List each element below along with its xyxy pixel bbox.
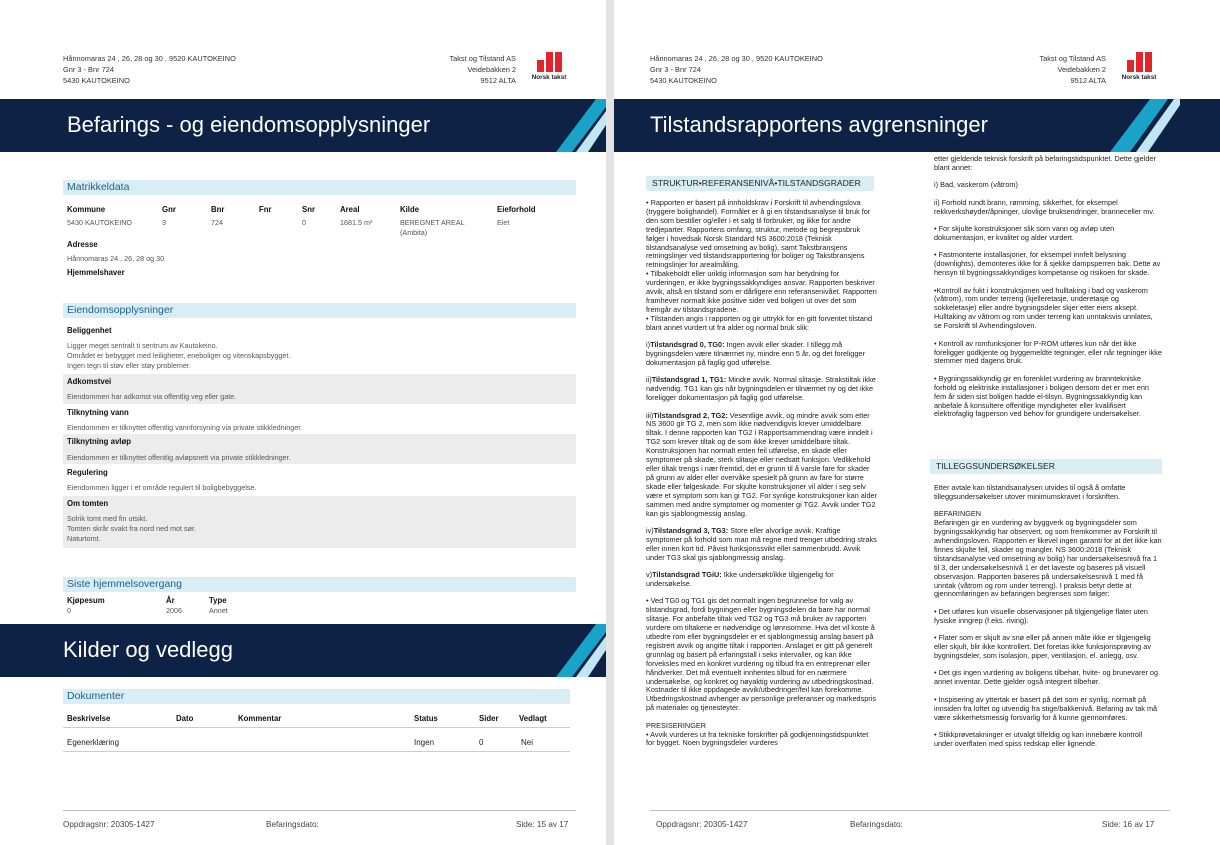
column-header: Eieforhold: [497, 205, 536, 214]
table-divider: [63, 727, 570, 728]
column-header: Status: [414, 714, 438, 723]
text-paragraph: v)Tilstandsgrad TGiU: Ikke undersøkt/ikke tilgjengelig for undersøkelse.: [646, 570, 834, 588]
report-page-15: [0, 0, 606, 845]
column-header: Snr: [302, 205, 315, 214]
text-paragraph: • Flater som er skjult av snø eller på annen måte ikke er tilgjengelig eller skjult, blir ikke kontrollert. Det foretas ikke funksjonsprøving av bygningsdeler, som isolasjon, piper, ventilasjon, el. anlegg, osv.: [934, 633, 1151, 660]
section-heading: STRUKTUR•REFERANSENIVÅ•TILSTANDSGRADER: [646, 176, 874, 191]
report-page-16: [614, 0, 1220, 845]
norsk-takst-logo: [1118, 52, 1160, 84]
text-paragraph: Etter avtale kan tilstandsanalysen utvides til også å omfatte tilleggsundersøkelser utover minimumskravet i forskriften.: [934, 483, 1126, 501]
column-header: Areal: [340, 205, 360, 214]
footer-order-number: Oppdragsnr: 20305-1427: [656, 820, 748, 829]
logo-text: Norsk takst: [1121, 74, 1157, 81]
field-label: Om tomten: [67, 499, 109, 508]
section-banner: [614, 99, 1220, 152]
text-paragraph: • Stikkprøvetakninger er utvalgt tilfeldig og kan innebære kontroll under overflaten med spiss redskap eller lignende.: [934, 729, 1143, 748]
table-cell: Egenerklæring: [67, 738, 120, 747]
footer-inspection-date: Befaringsdato:: [850, 820, 903, 829]
address-line: Gnr 3 - Bnr 724: [650, 65, 701, 74]
address-line: Hånnomaras 24 , 26, 28 og 30 , 9520 KAUTOKEINO: [63, 54, 236, 63]
field-value: Hånnomaras 24 , 26, 28 og 30: [67, 254, 165, 263]
section-banner: [0, 624, 606, 677]
column-header: Vedlagt: [519, 714, 547, 723]
banner-title: Kilder og vedlegg: [63, 637, 234, 662]
field-value: Eiendommen har adkomst via offentlig veg eller gate.: [67, 392, 237, 401]
footer-inspection-date: Befaringsdato:: [266, 820, 319, 829]
property-address-block: [63, 53, 236, 86]
text-paragraph: • Bygningssakkyndig gir en forenklet vurdering av branntekniske forhold og elektriske installasjoner i boligen dersom det er mer enn fem år siden sist boligen hadde el-tilsyn. Bygningssakkyndig kan anbefale å konsultere offentlige myndigheter eller kvalifisert elektrofaglig fagperson ved behov for grundigere undersøkelser.: [934, 373, 1149, 419]
table-divider: [63, 751, 570, 752]
company-address-block: [449, 53, 516, 86]
field-label: Tilknytning avløp: [67, 437, 131, 446]
section-heading: TILLEGGSUNDERSØKELSER: [930, 459, 1162, 474]
company-line: Takst og Tilstand AS: [449, 54, 516, 63]
banner-title: Tilstandsrapportens avgrensninger: [650, 112, 988, 137]
table-cell: 0: [479, 738, 484, 747]
table-cell: Eiet: [497, 218, 510, 227]
text-paragraph: i)Tilstandsgrad 0, TG0: Ingen avvik eller skader. I tillegg må bygningsdelen være tilnærmet ny, mindre enn 5 år, og det foreligger dokumentasjon på faglig god utførelse.: [646, 340, 865, 367]
footer-order-number: Oppdragsnr: 20305-1427: [63, 820, 155, 829]
right-text-column: [934, 155, 1162, 428]
table-cell: 3: [162, 218, 166, 227]
footer-divider: [650, 810, 1170, 811]
left-text-column: [646, 199, 878, 757]
property-address-block: [650, 53, 823, 86]
address-line: Hånnomaras 24 , 26, 28 og 30 , 9520 KAUTOKEINO: [650, 54, 823, 63]
table-cell: BEREGNET AREAL (Ambita): [400, 218, 465, 237]
field-value: Området er bebygget med leiligheter, eneboliger og vitenskapsbygget.: [67, 351, 291, 360]
footer-divider: [63, 810, 576, 811]
field-value: Solrik tomt med fin utsikt.: [67, 514, 148, 523]
text-paragraph: • Kontroll av romfunksjoner for P-ROM utføres kun når det ikke foreligger godkjente og byggemeldte tegninger, eller når tegninger ikke stemmer med dagens bruk.: [934, 338, 1162, 366]
text-paragraph: • Fastmonterte installasjoner, for eksempel innfelt belysning (downlights), demonteres ikke for å sjekke dampsperren bak. Dette av hensyn til bygningssakkyndiges kompetanse og risikoen for skade.: [934, 250, 1161, 278]
company-line: 9512 ALTA: [480, 76, 516, 85]
company-line: Veidebakken 2: [1057, 65, 1106, 74]
table-cell: 0: [302, 218, 306, 227]
footer-page-number: Side: 16 av 17: [1102, 820, 1155, 829]
column-header: Kommune: [67, 205, 106, 214]
company-line: 9512 ALTA: [1070, 76, 1106, 85]
text-paragraph: •Kontroll av fukt i konstruksjonen ved hulltaking i bad og vaskerom (våtrom), rom under terreng (kjelleretasje, underetasje og sokkeletasje) eller andre bygningsdeler skjer etter eiers aksept. Hulltaking av våtrom og rom under terreng kan unntaksvis unnlates, se Forskrift til Avhendingsloven.: [934, 285, 1153, 331]
table-cell: Nei: [521, 738, 534, 747]
field-label: Beliggenhet: [67, 326, 112, 335]
section-heading: Siste hjemmelsovergang: [63, 577, 576, 592]
text-paragraph: ii) Forhold rundt brann, rømming, sikkerhet, for eksempel rekkverkshøyder/åpninger, ulovlige bruksendringer, branneceller mv.: [934, 197, 1155, 216]
address-line: 5430 KAUTOKEINO: [63, 76, 130, 85]
column-header: År: [166, 596, 175, 605]
column-header: Bnr: [211, 205, 225, 214]
field-value: Ligger meget sentralt ti sentrum av Kautokeino.: [67, 341, 218, 350]
column-header: Kommentar: [238, 714, 282, 723]
column-header: Kjøpesum: [67, 596, 105, 605]
section-banner: [0, 99, 606, 152]
text-paragraph: • Det gis ingen vurdering av boligens tilbehør, hvite- og brunevarer og annet inventar. Dette gjelder også integrert tilbehør.: [934, 668, 1159, 687]
table-cell: 724: [211, 218, 223, 227]
field-value: Tomten skrår svakt fra nord ned mot sør.: [67, 524, 197, 533]
text-paragraph: iv)Tilstandsgrad 3, TG3: Store eller alvorlige avvik. Kraftige symptomer på forhold som man må regne med trenger utbedring straks eller innen kort tid. Påvist funksjonssvikt eller sammenbrudd. Avvik under TG3 skal gis sjablongmessig anslag.: [646, 525, 877, 562]
field-label: Tilknytning vann: [67, 408, 129, 417]
text-paragraph: iii)Tilstandsgrad 2, TG2: Vesentlige avvik, og mindre avvik som etter NS 3600 gir TG 2, men som ikke nødvendigvis krever umiddelbare tiltak. I denne rapporten kan TG2 i Rapportsammendrag være inndelt i TG2 som krever tiltak og de som ikke krever umiddelbare tiltak. Konstruksjonen har normalt enten feil utførelse, en skade eller symptomer på skade, sterk slitasje eller nedsatt funksjon. Vedlikehold eller tiltak trengs i nær fremtid, det er grunn til å varsle fare for skader på grunn av alder eller overvåke spesielt på grunn av fare for større skade eller følgeskade. For skjulte konstruksjoner vil alder i seg selv være et symptom som kan gi TG2. For synlige konstruksjoner kan alder sammen med andre symptomer og momenter gi TG2. Avvik under TG2 kan gis sjablongmessig anslag.: [646, 410, 878, 518]
column-header: Kilde: [400, 205, 420, 214]
field-value: Naturtomt.: [67, 534, 101, 543]
company-line: Veidebakken 2: [467, 65, 516, 74]
table-cell: Ingen: [414, 738, 435, 747]
field-value: Ingen tegn til støv eller støy problemer.: [67, 361, 191, 370]
table-cell: 1681.5 m²: [340, 218, 373, 227]
table-cell: 2006: [166, 606, 182, 615]
text-paragraph: i) Bad, vaskerom (våtrom): [934, 180, 1018, 190]
footer-page-number: Side: 15 av 17: [516, 820, 569, 829]
text-paragraph: etter gjeldende teknisk forskrift på befaringstidspunktet. Dette gjelder blant annet:: [934, 154, 1156, 172]
field-value: Eiendommen ligger i et område regulert til boligbebyggelse.: [67, 483, 257, 492]
section-heading: Matrikkeldata: [63, 180, 576, 195]
text-paragraph: • Rapporten er basert på innholdskrav i Forskrift til avhendingslova (tryggere bolighandel). Formålet er å gi en tilstandsanalyse til bruk for den som bestiller og/eller i et salg til forbruker, og ikke for andre tredjeparter. Rapportens omfang, struktur, metode og begrepsbruk følger i hovedsak Norsk Standard NS 3600:2018 (Teknisk tilstandsanalyse ved omsetning av bolig), samt Takstbransjens retningslinjer ved tilstandsrapportering for boliger og Takstbransjens retningslinjer for arealmåling. • Tilbakeholdt eller uriktig informasjon som har betydning for vurderingen, er ikke bygningssakkyndiges ansvar. Rapporten beskriver avvik, altså en tilstand som er dårligere enn referansenivået. Rapporten framhever normalt ikke positive sider ved boligen ut over det som fremgår av tilstandsgradene. • Tilstanden angis i rapporten og gir uttrykk for en gitt forventet tilstand blant annet vurdert ut fra alder og normal bruk slik:: [646, 198, 877, 332]
field-label: Hjemmelshaver: [67, 268, 125, 277]
table-cell: Annet: [209, 606, 228, 615]
column-header: Fnr: [259, 205, 272, 214]
column-header: Type: [209, 596, 227, 605]
text-paragraph: PRESISERINGER • Avvik vurderes ut fra tekniske forskrifter på godkjenningstidspunktet for bygget. Noen bygningsdeler vurderes: [646, 720, 869, 748]
text-paragraph: • Inspisering av yttertak er basert på det som er synlig, normalt på innsiden fra loftet og utvendig fra stige/bakkenivå. Befaring av tak må være sikkerhetsmessig forsvarlig for å kunne gjennomføres.: [934, 694, 1158, 722]
address-line: 5430 KAUTOKEINO: [650, 76, 717, 85]
text-paragraph: • Det utføres kun visuelle observasjoner på tilgjengelige flater uten fysiske inngrep (f.eks. riving).: [934, 606, 1148, 625]
address-line: Gnr 3 - Bnr 724: [63, 65, 114, 74]
logo-text: Norsk takst: [531, 74, 567, 81]
text-paragraph: ii)Tilstandsgrad 1, TG1: Mindre avvik. Normal slitasje. Strakstiltak ikke nødvendig. TG1 kan gis når bygningsdelen er tilnærmet ny og det ikke foreligger dokumentasjon på faglig god utførelse.: [646, 375, 876, 403]
column-header: Dato: [176, 714, 194, 723]
field-label: Regulering: [67, 468, 108, 477]
text-paragraph: • Ved TG0 og TG1 gis det normalt ingen begrunnelse for valg av tilstandsgrad, fordi bygningen eller bygningsdelen da bare har normal slitasje. For anbefalte tiltak ved TG2 og TG3 må bruker av rapporten vurdere om tiltakene er nødvendige og lønnsomme. Hva det vil koste å utbedre rom eller bygningsdeler er et sjablongmessig anslag basert på registrert avvik og angitte tiltak i rapporten. Anslaget er gitt på generelt grunnlag og basert på erfaringstall i seks intervaller, og kan ikke forveksles med en konkret vurdering og tilbud fra en entreprenør eller håndverker. Det må eventuelt innhentes tilbud for en nærmere undersøkelse, og konkret og nøyaktig vurdering av utbedringskostnad. Kostnader til ikke oppdagede avvik/utbedringer/feil kan forekomme. Utbedringskostnad avhenger av personlige preferanser og markedspris på materialer og tjenesteyter.: [646, 596, 876, 713]
column-header: Sider: [479, 714, 499, 723]
section-heading: Dokumenter: [63, 689, 570, 704]
column-header: Beskrivelse: [67, 714, 111, 723]
banner-stripe-graphic: [496, 624, 606, 677]
banner-title: Befarings - og eiendomsopplysninger: [67, 112, 431, 137]
table-cell: 0: [67, 606, 71, 615]
field-label: Adkomstvei: [67, 377, 112, 386]
column-header: Gnr: [162, 205, 176, 214]
field-value: Eiendommen er tilknyttet offentlig avløpsnett via private stikkledninger.: [67, 453, 291, 462]
table-cell: 5430 KAUTOKEINO: [67, 218, 132, 227]
text-paragraph: BEFARINGEN Befaringen gir en vurdering av byggverk og bygningsdeler som bygningssakkyndig har observert, og som fremkommer av Forskrift til avhendingsloven. Rapporten er likevel ingen garanti for at det ikke kan finnes skjulte feil, skader og mangler. NS 3600:2018 (Teknisk tilstandsanalyse ved omsetning av bolig) har undersøkelsesnivå fra 1 til 3, der undersøkelsesnivå 1 er det laveste og baseres på visuell observasjon. Rapporten baseres på undersøkelsesnivå 1 med få unntak (våtrom og rom under terreng). I praksis betyr dette at gjennomføringen av befaringen begrenses som følger:: [934, 509, 1162, 599]
company-line: Takst og Tilstand AS: [1039, 54, 1106, 63]
banner-stripe-graphic: [496, 99, 606, 152]
company-address-block: [1039, 53, 1106, 86]
banner-stripe-graphic: [1050, 99, 1180, 152]
field-value: Eiendommen er tilknyttet offentlig vannforsyning via private stikkledninger.: [67, 423, 303, 432]
field-label: Adresse: [67, 240, 98, 249]
norsk-takst-logo: [528, 52, 570, 84]
section-heading: Eiendomsopplysninger: [63, 303, 576, 318]
text-paragraph: • For skjulte konstruksjoner slik som vann og avløp uten dokumentasjon, er kvalitet og alder vurdert.: [934, 224, 1115, 242]
right-text-column: [934, 484, 1162, 757]
